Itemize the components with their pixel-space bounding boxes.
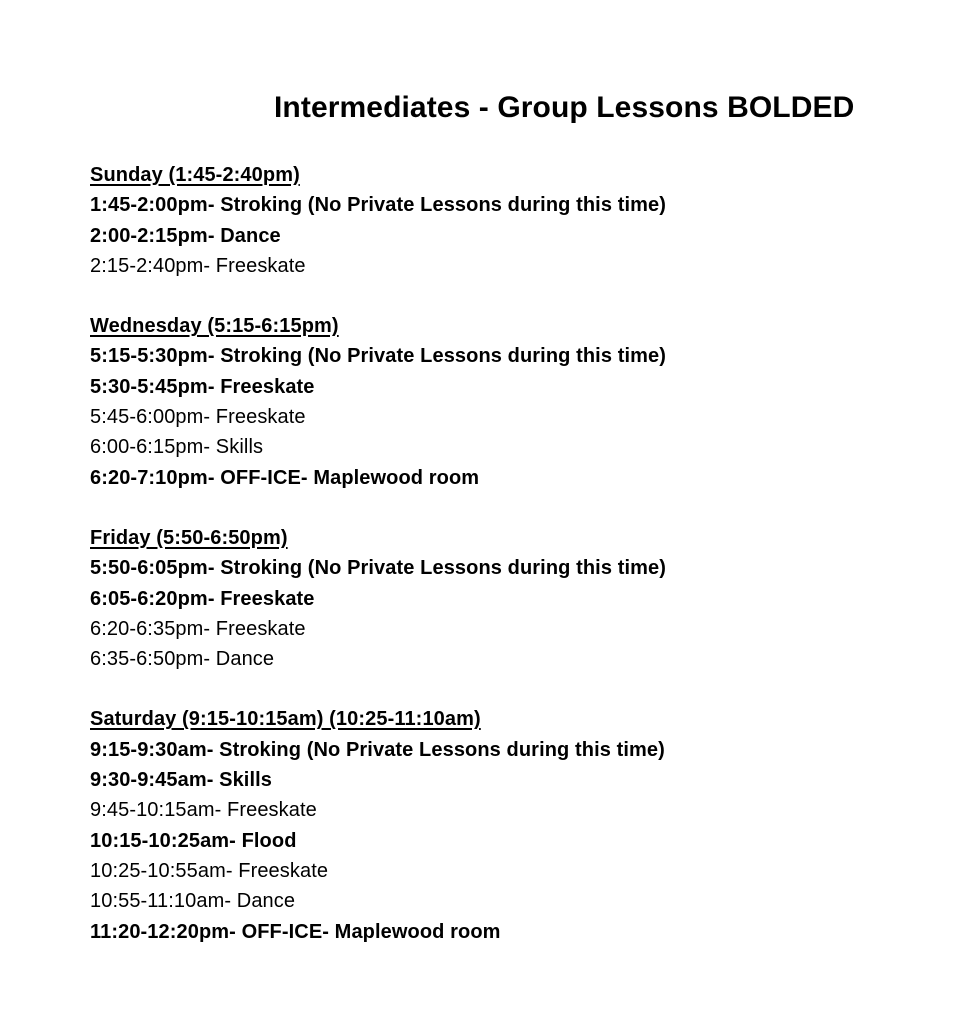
- schedule-entry: 10:15-10:25am- Flood: [90, 829, 297, 852]
- schedule-entry: 6:20-6:35pm- Freeskate: [90, 617, 306, 640]
- schedule-entry: 5:30-5:45pm- Freeskate: [90, 375, 315, 398]
- section-heading-wednesday: Wednesday (5:15-6:15pm): [90, 315, 339, 338]
- section-heading-sunday: Sunday (1:45-2:40pm): [90, 164, 300, 186]
- schedule-entry: 9:15-9:30am- Stroking (No Private Lessons during this time): [90, 738, 665, 761]
- schedule-entry: 5:50-6:05pm- Stroking (No Private Lessons during this time): [90, 557, 667, 580]
- section-heading-friday: Friday (5:50-6:50pm): [90, 526, 288, 549]
- schedule-entry: 6:35-6:50pm- Dance: [90, 648, 275, 671]
- section-wednesday: [90, 311, 950, 493]
- schedule-entry: 6:05-6:20pm- Freeskate: [90, 587, 315, 610]
- section-sunday: [90, 160, 950, 281]
- schedule: [90, 160, 950, 947]
- schedule-entry: 9:45-10:15am- Freeskate: [90, 799, 317, 822]
- schedule-entry: 1:45-2:00pm- Stroking (No Private Lessons during this time): [90, 194, 667, 217]
- schedule-entry: 5:45-6:00pm- Freeskate: [90, 406, 306, 429]
- section-friday: [90, 523, 950, 674]
- schedule-entry: 2:00-2:15pm- Dance: [90, 224, 281, 247]
- schedule-entry: 10:25-10:55am- Freeskate: [90, 859, 329, 882]
- schedule-entry: 6:00-6:15pm- Skills: [90, 436, 264, 459]
- schedule-entry: 11:20-12:20pm- OFF-ICE- Maplewood room: [90, 920, 501, 943]
- document-title: Intermediates - Group Lessons BOLDED: [274, 91, 855, 124]
- schedule-entry: 9:30-9:45am- Skills: [90, 769, 272, 792]
- schedule-entry: 6:20-7:10pm- OFF-ICE- Maplewood room: [90, 466, 480, 489]
- schedule-entry: 2:15-2:40pm- Freeskate: [90, 254, 306, 277]
- schedule-entry: 5:15-5:30pm- Stroking (No Private Lessons during this time): [90, 345, 667, 368]
- schedule-entry: 10:55-11:10am- Dance: [90, 890, 296, 913]
- section-saturday: [90, 704, 950, 946]
- section-heading-saturday: Saturday (9:15-10:15am) (10:25-11:10am): [90, 708, 481, 731]
